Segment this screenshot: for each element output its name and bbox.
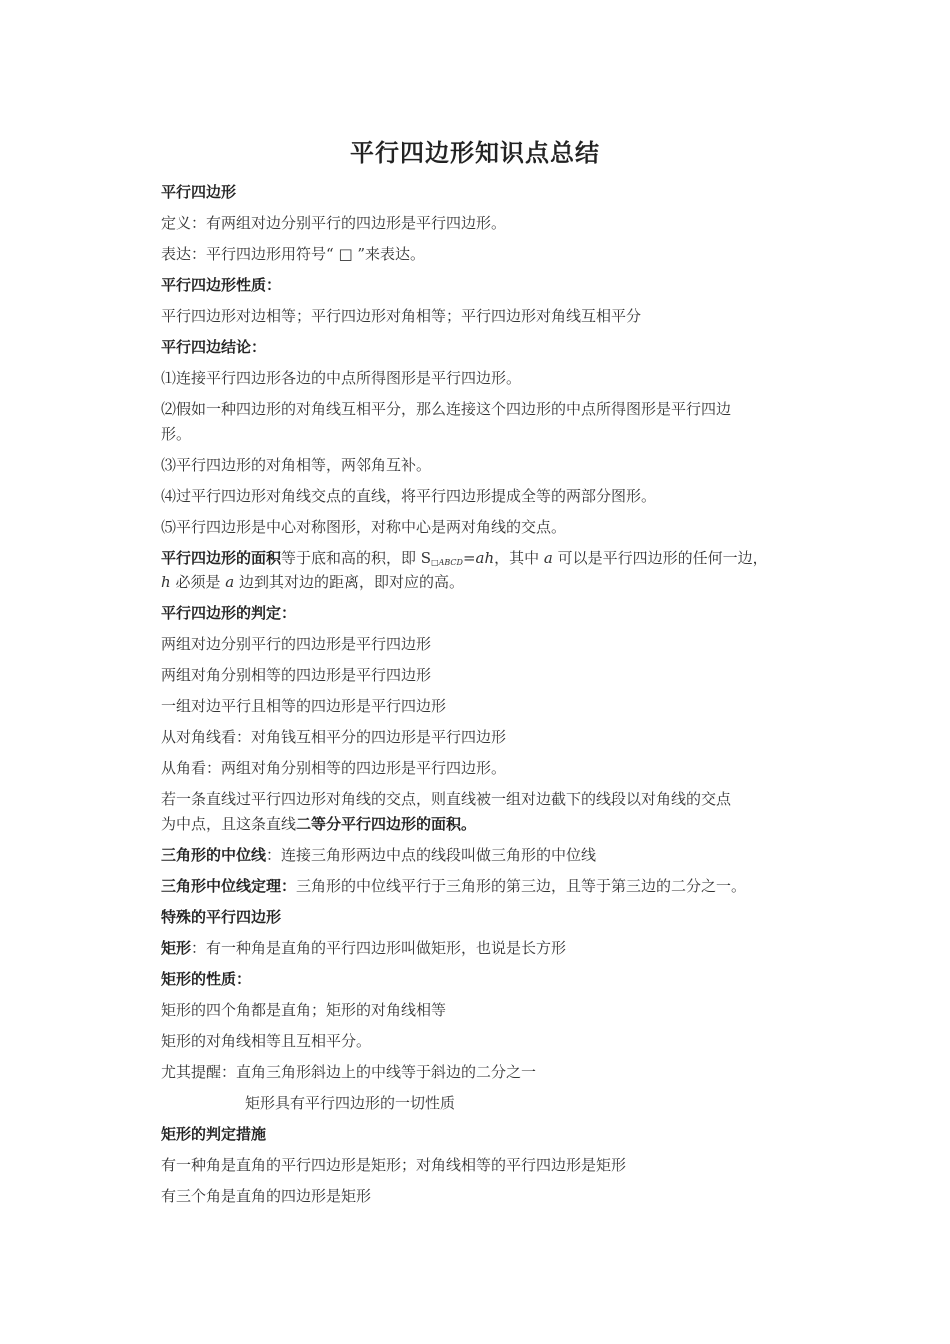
judgement-2: 两组对角分别相等的四边形是平行四边形 bbox=[161, 666, 432, 684]
heading-judgement: 平行四边形的判定： bbox=[161, 604, 297, 622]
area-text-5: 边到其对边的距离，即对应的高。 bbox=[234, 573, 464, 591]
bisect-line-1: 若一条直线过平行四边形对角线的交点，则直线被一组对边截下的线段以对角线的交点 bbox=[161, 790, 732, 808]
heading-properties: 平行四边形性质： bbox=[161, 276, 282, 294]
notation-text: 表达：平行四边形用符号“ □ ”来表达。 bbox=[161, 245, 426, 263]
midline-theorem bbox=[161, 874, 811, 898]
rectangle-text: ：有一种角是直角的平行四边形叫做矩形，也说是长方形 bbox=[191, 939, 567, 957]
document-title: 平行四边形知识点总结 bbox=[350, 139, 600, 167]
area-formula: =ah bbox=[462, 549, 495, 567]
conclusion-1: ⑴连接平行四边形各边的中点所得图形是平行四边形。 bbox=[161, 369, 522, 387]
area-var-a-1: a bbox=[543, 549, 553, 567]
area-text-2: ，其中 bbox=[494, 549, 544, 567]
area-var-a-2: a bbox=[225, 573, 235, 591]
midline-text: ：连接三角形两边中点的线段叫做三角形的中位线 bbox=[266, 846, 597, 864]
rectangle-judgement-2: 有三个角是直角的四边形是矩形 bbox=[161, 1187, 372, 1205]
rectangle-property-1: 矩形的四个角都是直角；矩形的对角线相等 bbox=[161, 1001, 447, 1019]
heading-conclusions: 平行四边结论： bbox=[161, 338, 267, 356]
conclusion-2-line-1: ⑵假如一种四边形的对角线互相平分，那么连接这个四边形的中点所得图形是平行四边 bbox=[161, 400, 732, 418]
heading-special: 特殊的平行四边形 bbox=[161, 908, 282, 926]
heading-rectangle-properties: 矩形的性质： bbox=[161, 970, 252, 988]
midline-definition bbox=[161, 843, 811, 867]
bisect-text: 为中点，且这条直线 bbox=[161, 815, 297, 833]
area-text-1: 等于底和高的积，即 S bbox=[281, 549, 432, 567]
area-var-h: h bbox=[161, 573, 171, 591]
bisect-bold: 二等分平行四边形的面积。 bbox=[296, 815, 477, 833]
conclusion-3: ⑶平行四边形的对角相等，两邻角互补。 bbox=[161, 456, 432, 474]
judgement-1: 两组对边分别平行的四边形是平行四边形 bbox=[161, 635, 432, 653]
rectangle-property-3: 尤其提醒：直角三角形斜边上的中线等于斜边的二分之一 bbox=[161, 1063, 537, 1081]
rectangle-property-4: 矩形具有平行四边形的一切性质 bbox=[245, 1094, 456, 1112]
properties-text: 平行四边形对边相等；平行四边形对角相等；平行四边形对角线互相平分 bbox=[161, 307, 642, 325]
area-text-4: 必须是 bbox=[170, 573, 226, 591]
area-subscript: □ABCD bbox=[431, 558, 463, 567]
area-text-3: 可以是平行四边形的任何一边， bbox=[552, 549, 768, 567]
judgement-4: 从对角线看：对角钱互相平分的四边形是平行四边形 bbox=[161, 728, 507, 746]
judgement-5: 从角看：两组对角分别相等的四边形是平行四边形。 bbox=[161, 759, 507, 777]
midline-theorem-text: 三角形的中位线平行于三角形的第三边，且等于第三边的二分之一。 bbox=[296, 877, 747, 895]
rectangle-bold: 矩形 bbox=[161, 939, 192, 957]
definition-text: 定义：有两组对边分别平行的四边形是平行四边形。 bbox=[161, 214, 507, 232]
bisect-line-2 bbox=[161, 812, 811, 836]
conclusion-2-line-2: 形。 bbox=[161, 425, 192, 443]
conclusion-5: ⑸平行四边形是中心对称图形，对称中心是两对角线的交点。 bbox=[161, 518, 567, 536]
conclusion-4: ⑷过平行四边形对角线交点的直线，将平行四边形提成全等的两部分图形。 bbox=[161, 487, 657, 505]
heading-parallelogram: 平行四边形 bbox=[161, 183, 237, 201]
rectangle-judgement-1: 有一种角是直角的平行四边形是矩形；对角线相等的平行四边形是矩形 bbox=[161, 1156, 627, 1174]
area-paragraph-line-2 bbox=[161, 570, 811, 594]
area-bold: 平行四边形的面积 bbox=[161, 549, 282, 567]
heading-rectangle-judgement: 矩形的判定措施 bbox=[161, 1125, 267, 1143]
midline-theorem-bold: 三角形中位线定理： bbox=[161, 877, 297, 895]
rectangle-property-2: 矩形的对角线相等且互相平分。 bbox=[161, 1032, 372, 1050]
midline-bold: 三角形的中位线 bbox=[161, 846, 267, 864]
rectangle-definition bbox=[161, 936, 811, 960]
judgement-3: 一组对边平行且相等的四边形是平行四边形 bbox=[161, 697, 447, 715]
